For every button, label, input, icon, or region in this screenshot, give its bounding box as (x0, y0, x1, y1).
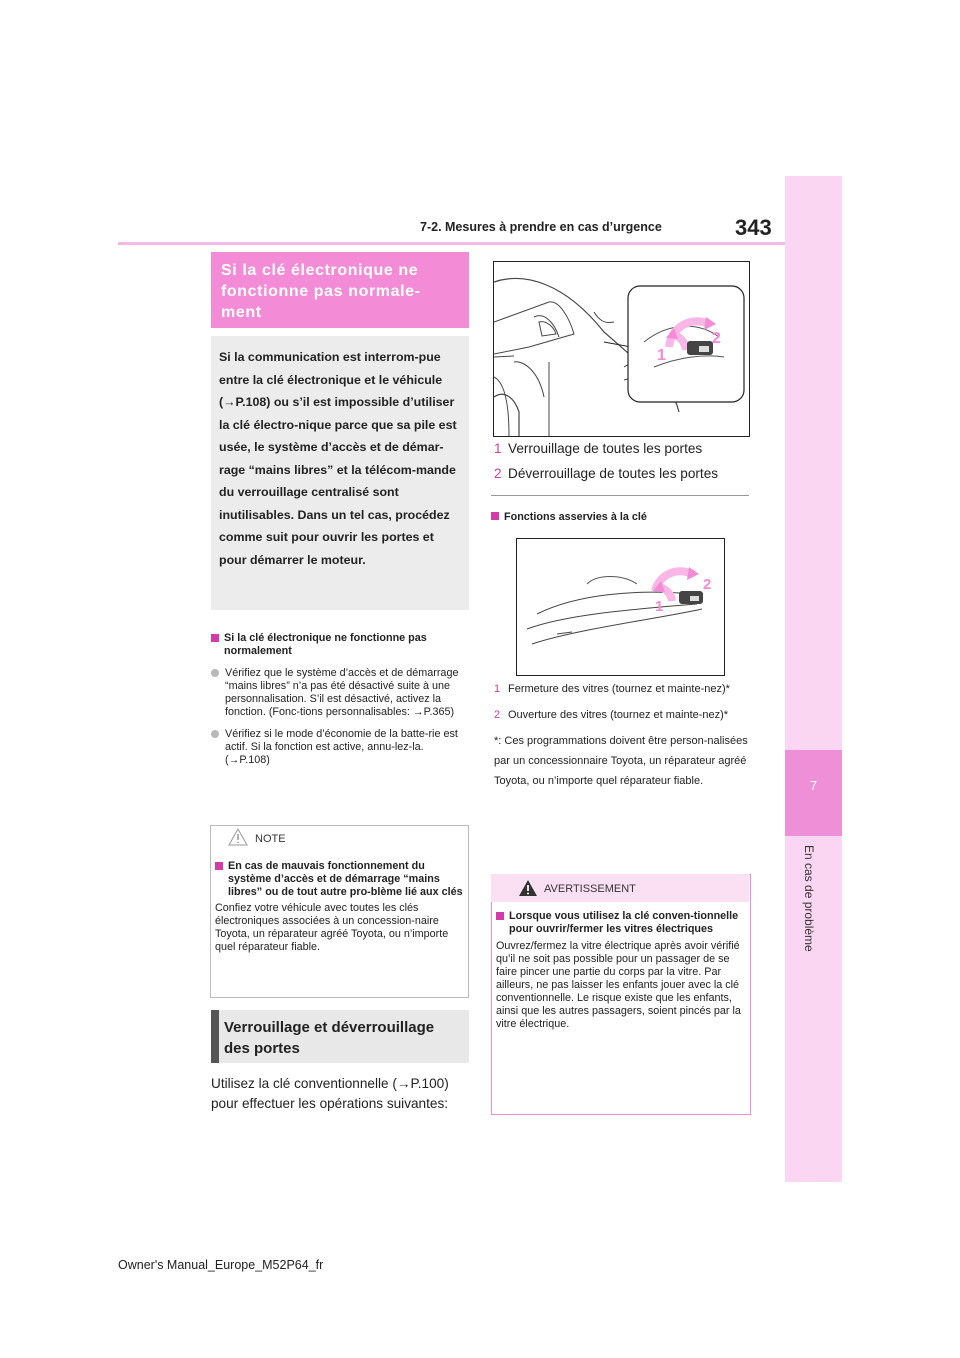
header-rule (118, 242, 785, 245)
sub-heading-text: Si la clé électronique ne fonctionne pas normalement (224, 632, 427, 657)
chapter-tab (785, 750, 842, 836)
intro-box (211, 336, 469, 610)
square-bullet-icon (211, 634, 219, 642)
side-tab-band (785, 176, 842, 1182)
item-number: 1 (494, 441, 502, 456)
note-heading (215, 860, 463, 899)
warning-content (496, 910, 744, 1031)
list-item (494, 441, 702, 456)
list-item (494, 466, 718, 481)
door-handle-illustration (517, 539, 724, 675)
item-number: 1 (494, 683, 501, 695)
section-header-key (211, 252, 469, 328)
item-text: Déverrouillage de toutes les portes (508, 466, 719, 481)
square-bullet-icon (491, 512, 499, 520)
warning-heading-text: Lorsque vous utilisez la clé conven-tionnelle pour ouvrir/fermer les vitres électriques (509, 910, 739, 935)
list-item-text: Vérifiez que le système d’accès et de démarrage “mains libres” n’a pas été désactivé suite à une personnalisation. S’il est désactivé, activez la fonction. (Fonc-tions personnalisables: →P.365) (225, 667, 459, 718)
section-header-key-text: Si la clé électronique ne fonctionne pas normale-ment (221, 262, 421, 321)
square-bullet-icon (215, 862, 223, 870)
note-label: NOTE (255, 833, 286, 845)
header-accent-bar (211, 1010, 219, 1063)
car-door-illustration (494, 262, 749, 436)
sub-heading (211, 632, 469, 658)
list-item (494, 705, 750, 725)
item-number: 2 (494, 466, 502, 481)
fig1-label-2: 2 (712, 330, 721, 347)
item-text: Fermeture des vitres (tournez et mainte-nez)* (508, 683, 730, 695)
page-number: 343 (735, 215, 772, 240)
sub-section (211, 632, 469, 767)
circle-bullet-icon (211, 669, 219, 677)
list-item (211, 667, 469, 719)
warning-heading (496, 910, 744, 936)
list-item-text: Vérifiez si le mode d’économie de la batte-rie est actif. Si la fonction est active, annu-lez-la. (→P.108) (225, 728, 458, 766)
window-functions-list (494, 679, 750, 791)
list-item (494, 679, 750, 699)
section-header-doors (211, 1010, 469, 1063)
section-header-doors-text: Verrouillage et déverrouillage des portes (224, 1019, 435, 1057)
footnote: *: Ces programmations doivent être person-nalisées par un concessionnaire Toyota, un réparateur agréé Toyota, ou n’importe quel réparateur fiable. (494, 735, 748, 787)
window-key-figure (516, 538, 725, 676)
warning-triangle-icon (518, 879, 538, 897)
warning-body: Ouvrez/fermez la vitre électrique après avoir vérifié qu’il ne soit pas possible pour un passager de se faire pincer une partie du corps par la vitre. Par ailleurs, ne pas laisser les enfants jouer avec la clé conventionnelle. Le risque existe que les enfants, ainsi que les autres passagers, soient pincés par la vitre électrique. (496, 940, 741, 1030)
fig2-label-2: 2 (703, 576, 712, 593)
item-text: Ouverture des vitres (tournez et mainte-nez)* (508, 709, 729, 721)
chapter-number: 7 (809, 778, 818, 793)
item-number: 2 (494, 709, 501, 721)
intro-box-text: Si la communication est interrom-pue entre la clé électronique et le véhicule (→P.108) ou s’il est impossible d’utiliser la clé électro-nique parce que sa pile est usée, le système d’accès et de démar-rage “mains libres” et la télécom-mande du verrouillage centralisé sont inutilisables. Dans un tel cas, procédez comme suit pour ouvrir les portes et pour démarrer le moteur. (219, 350, 457, 567)
note-heading-text: En cas de mauvais fonctionnement du système d’accès et de démarrage “mains libres” ou de tout autre pro-blème lié aux clés (228, 860, 463, 898)
list-item (211, 728, 469, 767)
sub-heading (491, 511, 647, 524)
sub-heading-text: Fonctions asservies à la clé (504, 511, 647, 523)
chapter-label: En cas de problème (802, 845, 816, 952)
item-text: Verrouillage de toutes les portes (508, 441, 703, 456)
door-key-figure (493, 261, 750, 437)
note-content (215, 860, 463, 954)
footer-text: Owner's Manual_Europe_M52P64_fr (118, 1258, 324, 1272)
fig1-label-1: 1 (657, 347, 666, 364)
intro-paragraph: Utilisez la clé conventionnelle (→P.100) pour effectuer les opérations suivantes: (211, 1076, 449, 1111)
fig2-label-1: 1 (655, 598, 664, 615)
divider (491, 495, 749, 496)
square-bullet-icon (496, 912, 504, 920)
section-title: 7-2. Mesures à prendre en cas d’urgence (420, 220, 662, 234)
warning-label: AVERTISSEMENT (544, 883, 636, 895)
note-body: Confiez votre véhicule avec toutes les clés électroniques associées à un concession-naire Toyota, un réparateur agréé Toyota, ou n’importe quel réparateur fiable. (215, 902, 449, 953)
caution-outline-icon (228, 828, 248, 846)
circle-bullet-icon (211, 730, 219, 738)
